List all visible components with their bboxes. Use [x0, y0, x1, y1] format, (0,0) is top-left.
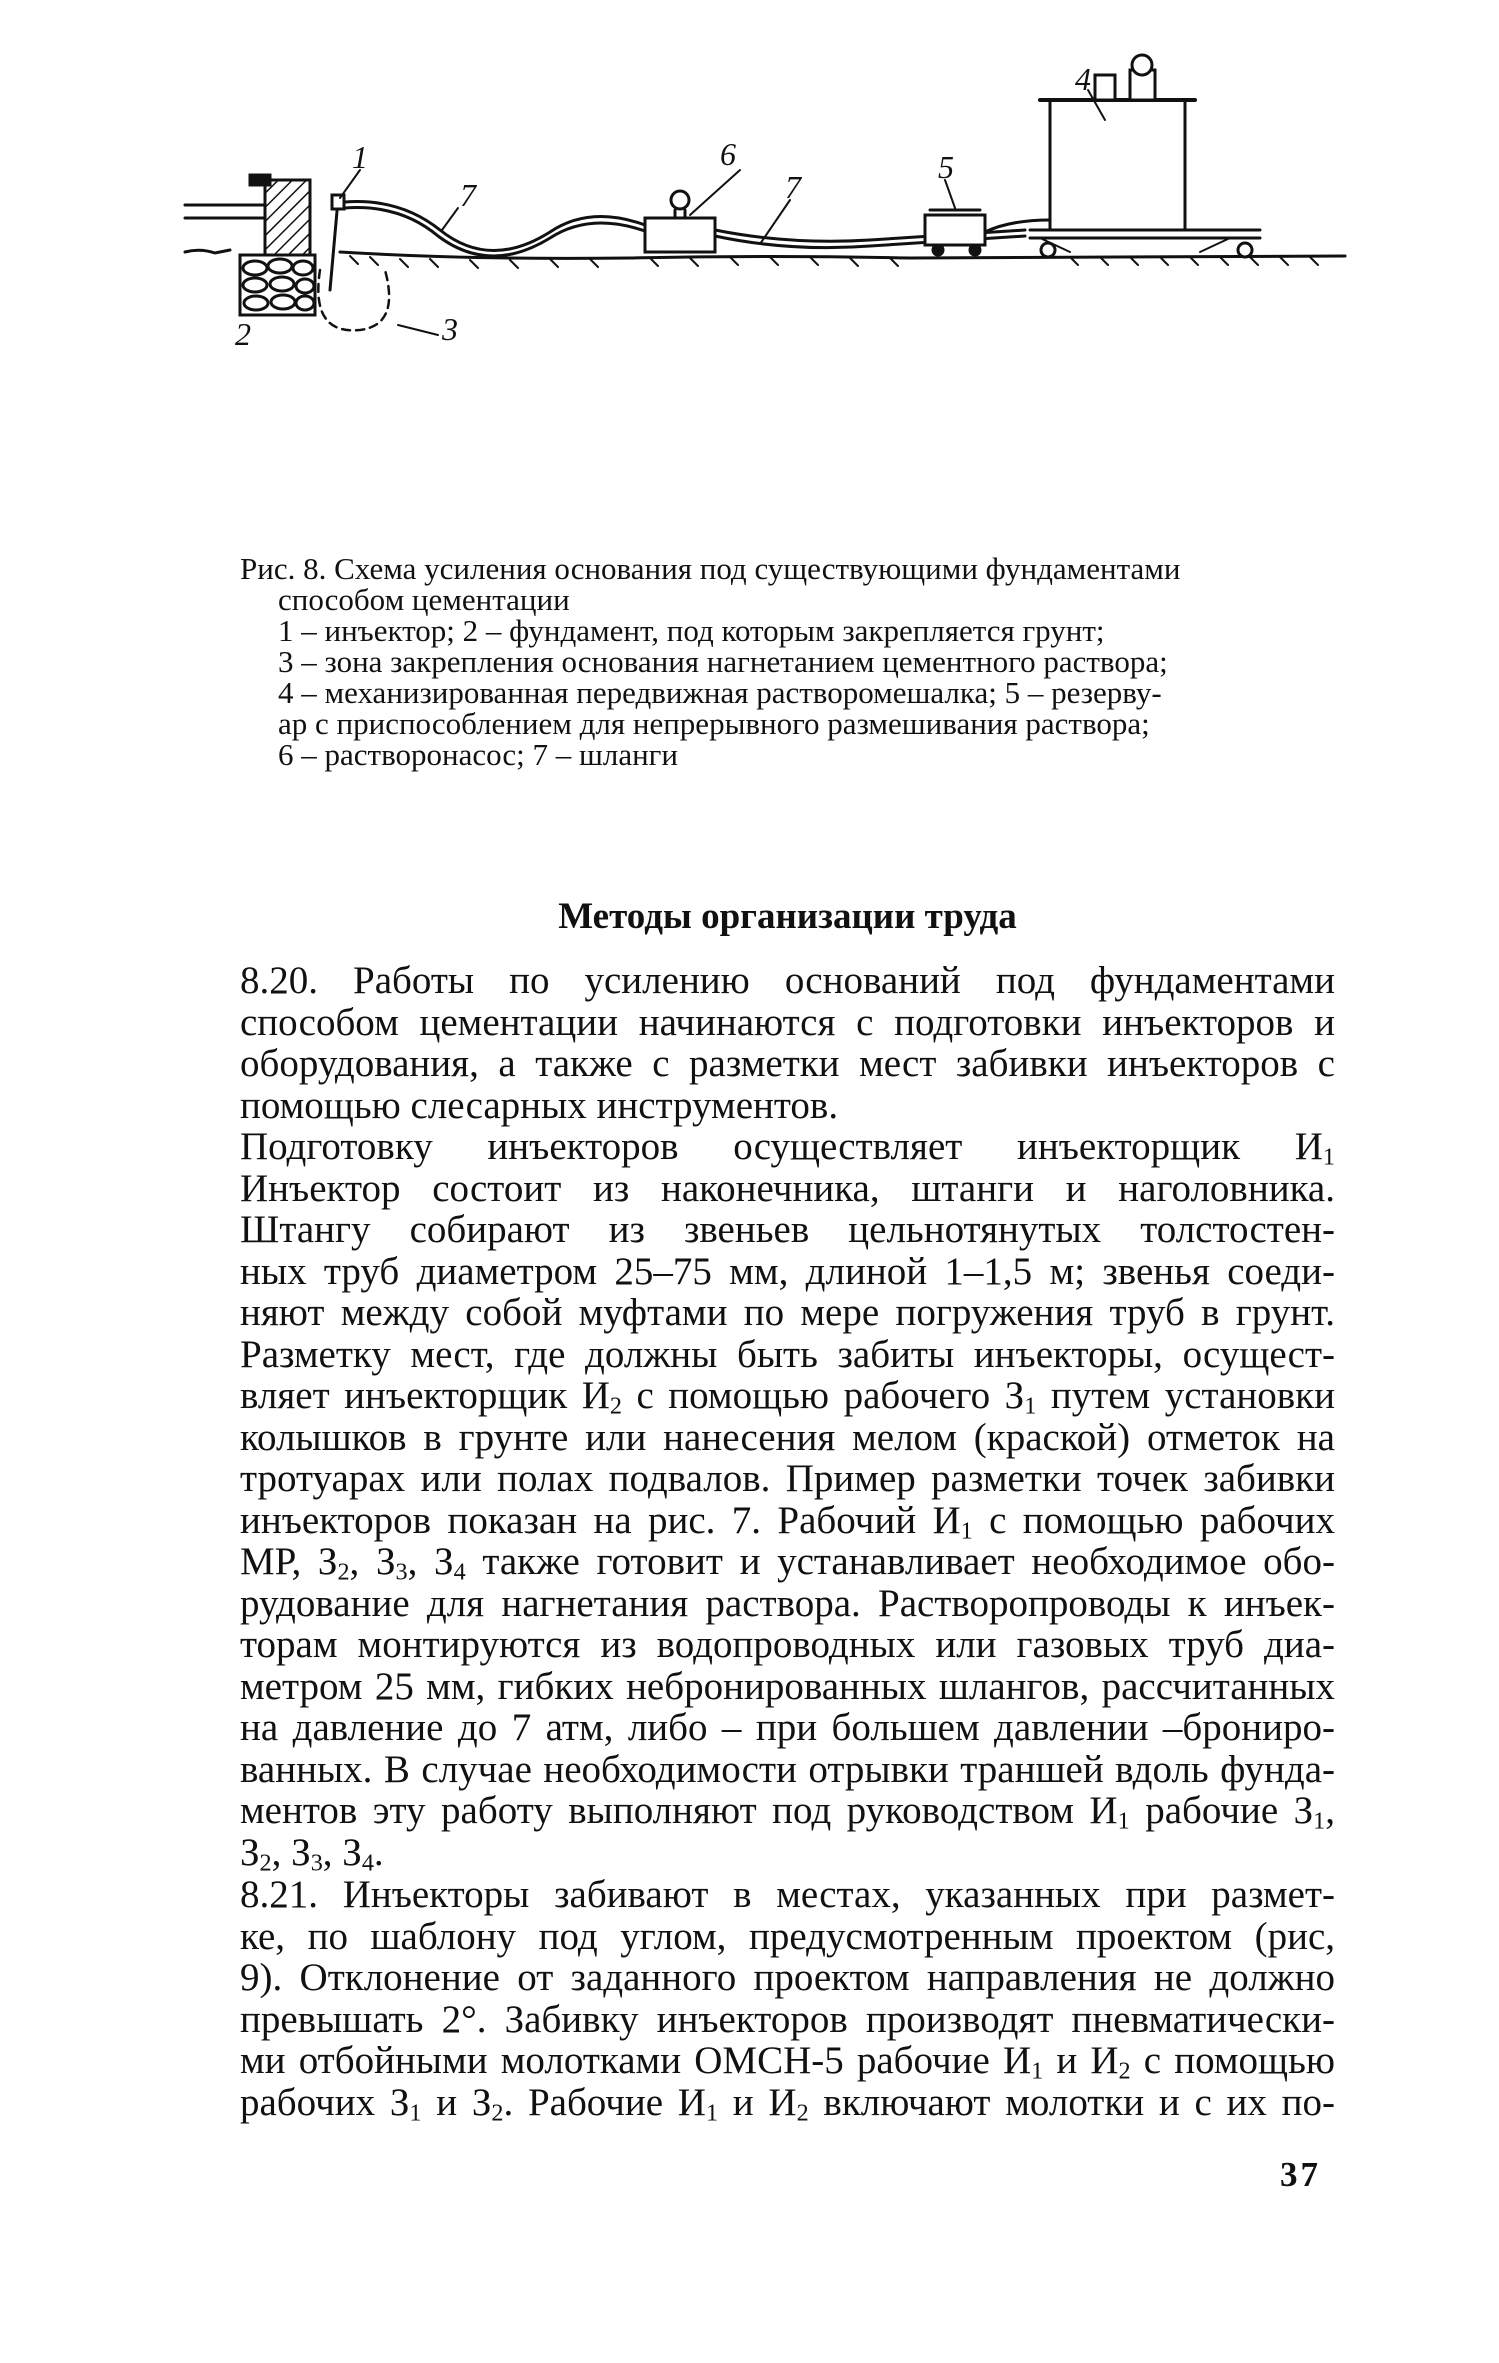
label-reservoir: 5: [938, 149, 954, 185]
caption-line: Рис. 8. Схема усиления основания под существующими фундаментами: [240, 551, 1181, 586]
injector: [330, 170, 360, 290]
caption-line: 4 – механизированная передвижная растворомешалка; 5 – резерву-: [278, 675, 1162, 710]
text-line: вляет инъекторщик $И_2$ с помощью рабочего $З_1$ путем установки: [240, 1374, 1335, 1420]
text-line: торам монтируются из водопроводных или газовых труб диа-: [240, 1623, 1335, 1666]
page-number: 37: [1280, 2155, 1321, 2194]
text-line: способом цементации начинаются с подготовки инъекторов и: [240, 1000, 1335, 1044]
text-line: колышков в грунте или нанесения мелом (краской) отметок на: [240, 1415, 1335, 1459]
caption-line: способом цементации: [278, 582, 570, 617]
text-line: на давление до 7 атм, либо – при большем давлении –брониро-: [240, 1706, 1335, 1749]
text-line: превышать 2°. Забивку инъекторов производят пневматически-: [240, 1997, 1335, 2041]
mixer-trailer: [985, 55, 1260, 257]
building-pipe: [185, 205, 265, 218]
paragraph-8-21: [240, 1873, 1335, 2126]
text-line: ванных. В случае необходимости отрывки траншей вдоль фунда-: [240, 1747, 1335, 1791]
label-hose-left: 7: [460, 177, 476, 213]
consolidation-zone: [318, 270, 438, 335]
caption-line: 6 – растворонасос; 7 – шланги: [278, 737, 678, 772]
figure-caption: [240, 553, 1335, 770]
text-line: ных труб диаметром 25–75 мм, длиной 1–1,5 м; звенья соеди-: [240, 1249, 1335, 1293]
label-pump: 6: [720, 136, 736, 172]
section-title: Методы организации труда: [558, 896, 1017, 937]
text-line: Инъектор состоит из наконечника, штанги и наголовника.: [240, 1166, 1335, 1210]
text-line: рабочих $З_1$ и $З_2$. Рабочие $И_1$ и $И_2$ включают молотки и с их по-: [240, 2080, 1335, 2126]
text-line: 8.21. Инъекторы забивают в местах, указанных при размет-: [240, 1873, 1335, 1916]
label-mixer: 4: [1075, 61, 1091, 97]
text-line: ке, по шаблону под углом, предусмотренным проектом (рис,: [240, 1914, 1335, 1958]
text-line: ми отбойными молотками ОМСН-5 рабочие $И_1$ и $И_2$ с помощью: [240, 2039, 1335, 2085]
foundation: [240, 175, 315, 315]
figure-cementation-scheme: [170, 61, 1350, 540]
scheme-drawing: [170, 61, 1350, 540]
text-line: метром 25 мм, гибких небронированных шлангов, рассчитанных: [240, 1664, 1335, 1708]
text-line: ментов эту работу выполняют под руководством $И_1$ рабочие $З_1$,: [240, 1789, 1336, 1835]
caption-line: ар с приспособлением для непрерывного размешивания раствора;: [278, 706, 1150, 741]
text-line: МР, $З_2$, $З_3$, $З_4$ также готовит и устанавливает необходимое обо-: [240, 1540, 1335, 1586]
text-line: $З_2$, $З_3$, $З_4$.: [240, 1830, 384, 1876]
label-hose-right: 7: [785, 169, 801, 205]
caption-line: 3 – зона закрепления основания нагнетанием цементного раствора;: [278, 644, 1168, 679]
ground-line: [180, 248, 1345, 268]
text-line: Подготовку инъекторов осуществляет инъекторщик $И_1$: [240, 1125, 1335, 1171]
text-line: инъекторов показан на рис. 7. Рабочий $И_1$ с помощью рабочих: [240, 1498, 1335, 1544]
label-zone: 3: [442, 311, 458, 347]
reservoir: [925, 180, 985, 255]
paragraph-injector-prep: [240, 1125, 1336, 1876]
text-line: няют между собой муфтами по мере погружения труб в грунт.: [240, 1291, 1335, 1334]
caption-line: 1 – инъектор; 2 – фундамент, под которым закрепляется грунт;: [278, 613, 1105, 648]
text-line: оборудования, а также с разметки мест забивки инъекторов с: [240, 1042, 1335, 1085]
text-line: тротуарах или полах подвалов. Пример разметки точек забивки: [240, 1457, 1335, 1500]
text-line: 9). Отклонение от заданного проектом направления не должно: [240, 1956, 1335, 1999]
text-line: Штангу собирают из звеньев цельнотянутых толстостен-: [240, 1208, 1335, 1251]
label-foundation: 2: [235, 316, 251, 352]
text-line: Разметку мест, где должны быть забиты инъекторы, осущест-: [240, 1332, 1335, 1376]
label-injector: 1: [352, 139, 368, 175]
hose-left: [345, 202, 645, 256]
paragraph-8-20: [240, 960, 1335, 1126]
text-line: помощью слесарных инструментов.: [240, 1083, 839, 1127]
text-line: 8.20. Работы по усилению оснований под фундаментами: [240, 959, 1335, 1002]
text-line: рудование для нагнетания раствора. Растворопроводы к инъек-: [240, 1581, 1335, 1625]
